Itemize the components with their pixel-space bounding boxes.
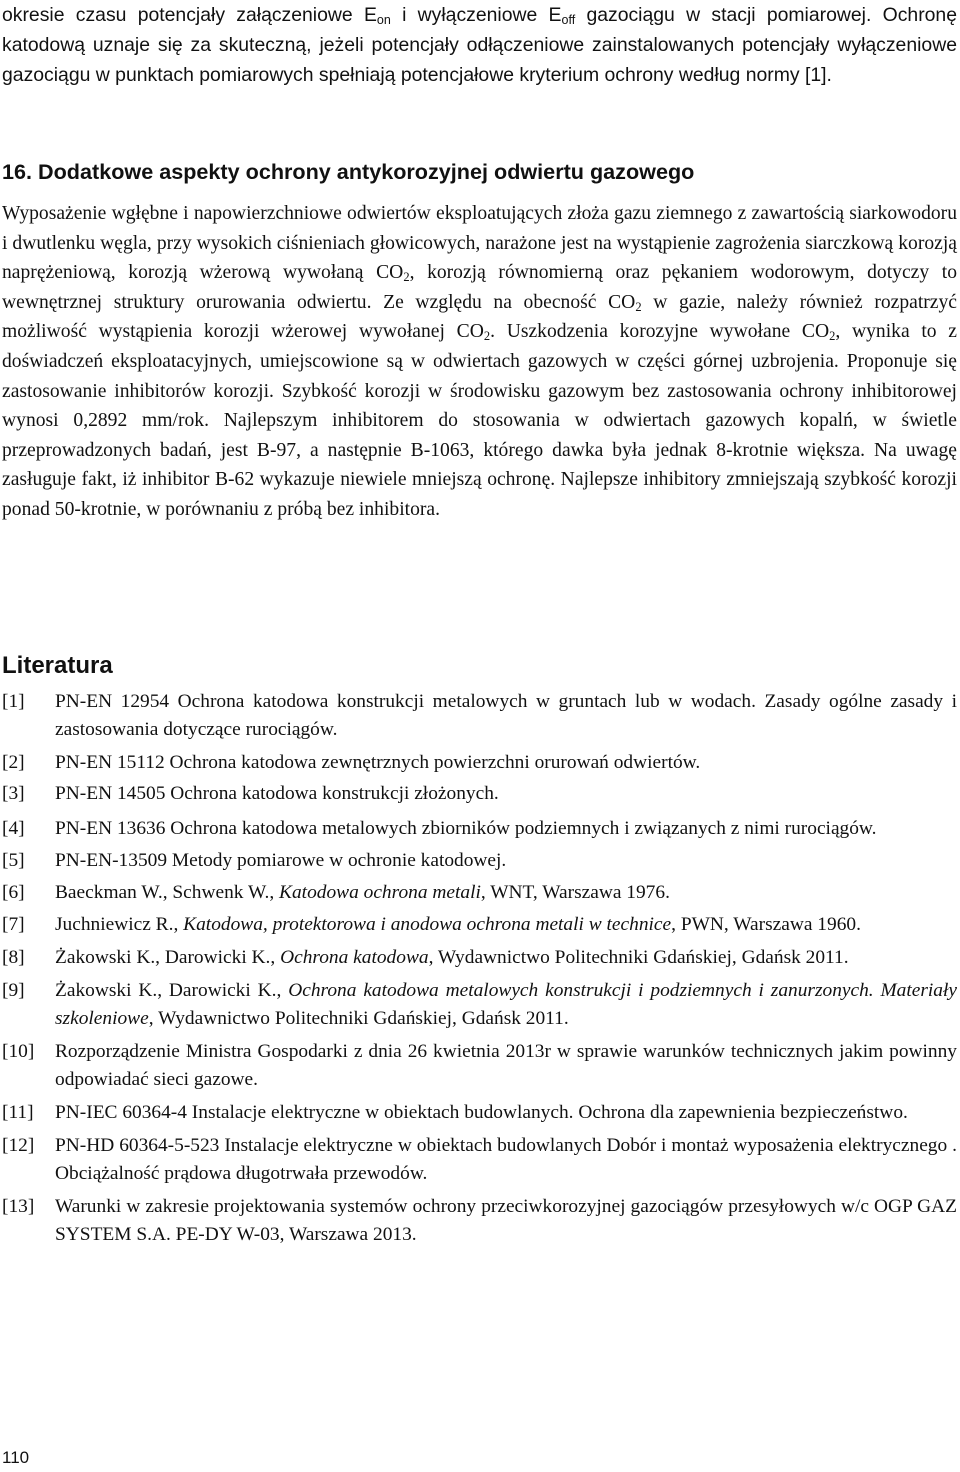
subscript: 2 — [483, 329, 491, 344]
reference-text: PN-EN 14505 Ochrona katodowa konstrukcji złożonych. — [55, 783, 499, 804]
subscript: 2 — [403, 270, 410, 285]
reference-item — [2, 688, 957, 744]
reference-item — [2, 1099, 957, 1127]
reference-publisher: , Wydawnictwo Politechniki Gdańskiej, Gdańsk 2011. — [148, 1008, 569, 1029]
reference-item — [2, 1132, 957, 1188]
reference-item — [2, 780, 957, 808]
subscript: 2 — [635, 299, 642, 314]
reference-number: [3] — [2, 783, 25, 804]
body-text: w gazie, należy również rozpatrzyć możliwość wystąpienia korozji wżerowej wywołanej CO — [2, 291, 957, 343]
page-number: 110 — [2, 1448, 30, 1467]
reference-title: Ochrona katodowa — [280, 947, 429, 968]
reference-text: PN-EN 12954 Ochrona katodowa konstrukcji metalowych w gruntach lub w wodach. Zasady ogólne zasady i zastosowania dotyczące rurociągów. — [55, 691, 957, 740]
reference-item — [2, 749, 957, 777]
reference-text: PN-IEC 60364-4 Instalacje elektryczne w obiektach budowlanych. Ochrona dla zapewnienia bezpieczeństwo. — [55, 1102, 908, 1123]
subscript-on: on — [376, 13, 391, 27]
body-text: . Uszkodzenia korozyjne wywołane CO — [490, 321, 830, 343]
reference-item — [2, 1193, 957, 1249]
reference-authors: Żakowski K., Darowicki K., — [55, 980, 289, 1001]
reference-item — [2, 847, 957, 875]
reference-text: PN-EN 15112 Ochrona katodowa zewnętrznych powierzchni orurowań odwiertów. — [55, 752, 701, 773]
intro-text: i wyłączeniowe E — [390, 4, 562, 26]
reference-authors: Juchniewicz R., — [55, 914, 184, 935]
section-body — [2, 199, 957, 525]
subscript: 2 — [829, 329, 836, 344]
reference-item — [2, 911, 957, 939]
reference-publisher: , PWN, Warszawa 1960. — [671, 914, 861, 935]
reference-text: PN-EN-13509 Metody pomiarowe w ochronie katodowej. — [55, 850, 507, 871]
reference-number: [5] — [2, 850, 25, 871]
reference-text: PN-EN 13636 Ochrona katodowa metalowych zbiorników podziemnych i związanych z nimi rurociągów. — [55, 818, 877, 839]
reference-item — [2, 1038, 957, 1094]
literature-heading: Literatura — [2, 652, 113, 679]
reference-number: [6] — [2, 882, 25, 903]
body-text: , wynika to z doświadczeń eksploatacyjnych, umiejscowione są w odwiertach gazowych w części górnej uzbrojenia. Proponuje się zastosowanie inhibitorów korozji. Szybkość korozji w środowisku gazowym bez zastosowania ochrony inhibitorowej wynosi 0,2892 mm/rok. Najlepszym inhibitorem do stosowania w odwiertach gazowych kopalń, w świetle przeprowadzonych badań, jest B-97, a następnie B-1063, którego dawka była jednak 8-krotnie większa. Na uwagę zasługuje fakt, iż inhibitor B-62 wykazuje niewiele mniejszą ochronę. Najlepsze inhibitory zmniejszają szybkość korozji ponad 50-krotnie, w porównaniu z próbą bez inhibitora. — [2, 321, 958, 520]
body-text: , korozją równomierną oraz pękaniem wodorowym, dotyczy to wewnętrznej struktury orurowania odwiertu. Ze względu na obecność CO — [2, 262, 957, 313]
reference-item — [2, 879, 957, 907]
section-heading: 16. Dodatkowe aspekty ochrony antykorozyjnej odwiertu gazowego — [2, 159, 695, 184]
reference-list — [2, 688, 957, 1249]
intro-paragraph — [2, 0, 957, 90]
reference-title: Ochrona katodowa metalowych konstrukcji i podziemnych i zanurzonych. Materiały szkoleniowe — [55, 980, 957, 1029]
reference-text: Warunki w zakresie projektowania systemów ochrony przeciwkorozyjnej gazociągów przesyłowych w/c OGP GAZ SYSTEM S.A. PE-DY W-03, Warszawa 2013. — [55, 1196, 957, 1245]
intro-text: gazociągu w stacji pomiarowej. Ochronę katodową uznaje się za skuteczną, jeżeli potencjały odłączeniowe zainstalowanych potencjały wyłączeniowe gazociągu w punktach pomiarowych spełniają potencjałowe kryterium ochrony według normy [1]. — [2, 4, 958, 86]
reference-text: Rozporządzenie Ministra Gospodarki z dnia 26 kwietnia 2013r w sprawie warunków technicznych jakim powinny odpowiadać sieci gazowe. — [55, 1041, 957, 1090]
reference-number: [7] — [2, 914, 25, 935]
subscript-off: off — [561, 13, 576, 27]
reference-number: [13] — [2, 1196, 35, 1217]
reference-text: PN-HD 60364-5-523 Instalacje elektryczne w obiektach budowlanych Dobór i montaż wyposażenia elektrycznego . Obciążalność prądowa długotrwała przewodów. — [55, 1135, 957, 1184]
intro-text: okresie czasu potencjały załączeniowe E — [2, 4, 377, 26]
reference-item — [2, 944, 957, 972]
reference-item — [2, 815, 957, 843]
reference-number: [9] — [2, 980, 25, 1001]
reference-number: [12] — [2, 1135, 35, 1156]
reference-number: [4] — [2, 818, 25, 839]
body-text: Wyposażenie wgłębne i napowierzchniowe odwiertów eksploatujących złoża gazu ziemnego z zawartością siarkowodoru i dwutlenku węgla, przy wysokich ciśnieniach głowicowych, narażone jest na wystąpienie zagrożenia siarczkową korozją naprężeniową, korozją wżerową wywołaną CO — [2, 203, 957, 284]
reference-publisher: , WNT, Warszawa 1976. — [480, 882, 670, 903]
reference-authors: Żakowski K., Darowicki K., — [55, 947, 281, 968]
reference-number: [8] — [2, 947, 25, 968]
reference-item — [2, 977, 957, 1033]
reference-title: Katodowa, protektorowa i anodowa ochrona metali w technice — [183, 914, 672, 935]
reference-publisher: , Wydawnictwo Politechniki Gdańskiej, Gdańsk 2011. — [428, 947, 849, 968]
reference-number: [10] — [2, 1041, 35, 1062]
reference-authors: Baeckman W., Schwenk W., — [55, 882, 280, 903]
reference-number: [2] — [2, 752, 25, 773]
reference-number: [11] — [2, 1102, 34, 1123]
reference-number: [1] — [2, 691, 25, 712]
reference-title: Katodowa ochrona metali — [279, 882, 481, 903]
